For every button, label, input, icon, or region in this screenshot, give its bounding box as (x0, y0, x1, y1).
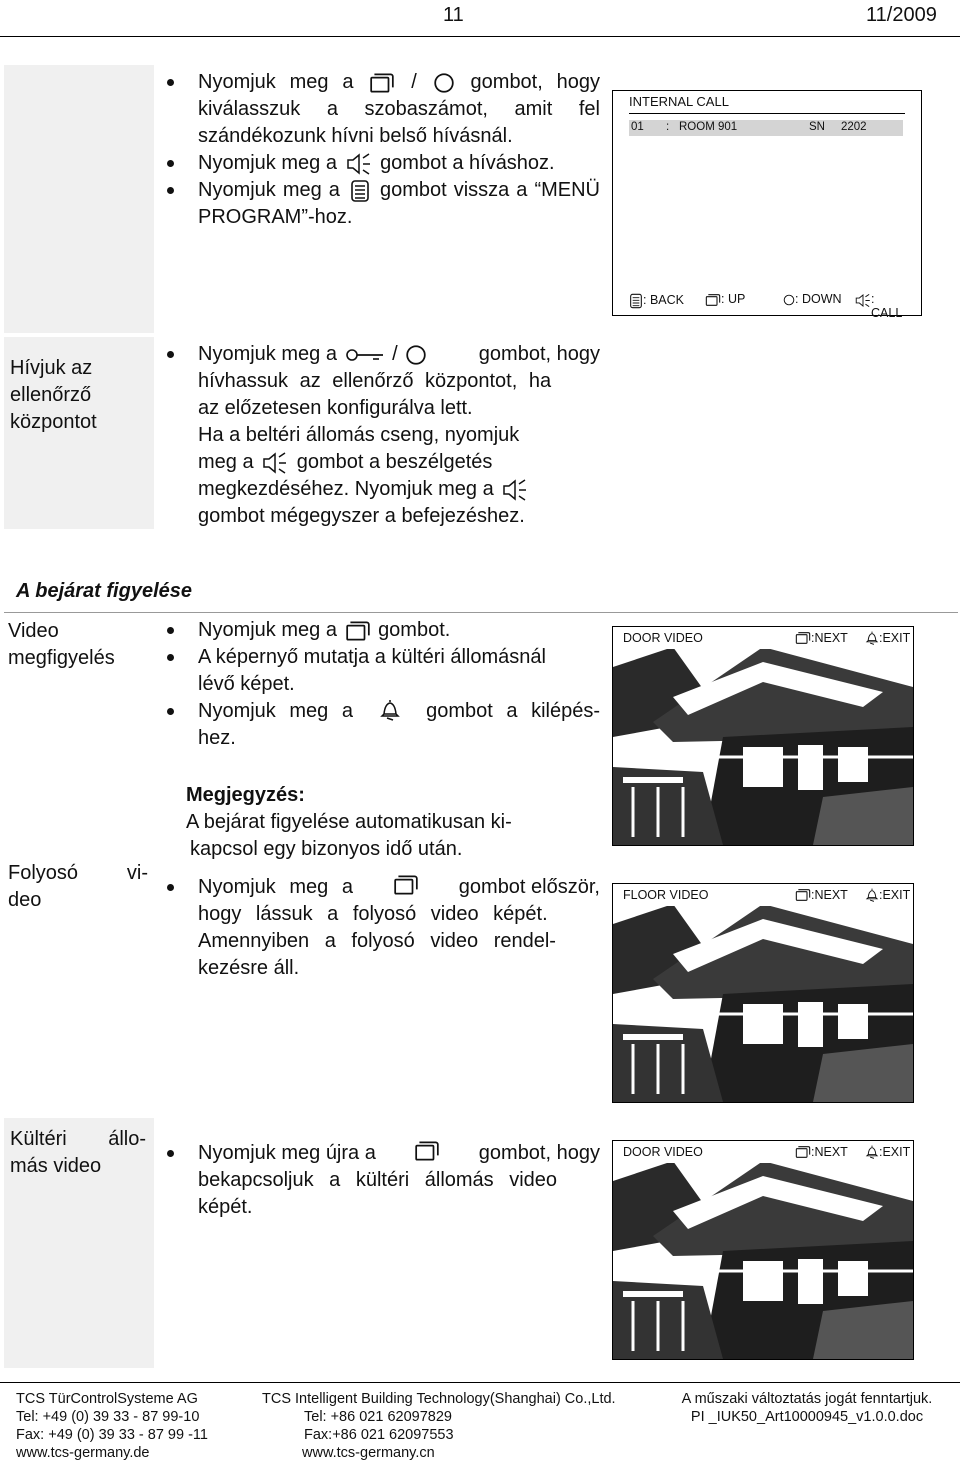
next-label: :NEXT (811, 888, 848, 902)
note: Megjegyzés: A bejárat figyelése automatikusan ki- kapcsol egy bizonyos idő után. (186, 784, 512, 860)
bell-icon (865, 630, 879, 646)
circle-button-icon (433, 72, 455, 94)
circle-icon (783, 294, 795, 306)
list-item: A képernyő mutatja a kültéri állomásnál lévő képet. (160, 644, 600, 698)
house-photo (613, 1141, 913, 1359)
house-photo (613, 884, 913, 1102)
floor-video-screen (612, 883, 914, 1103)
section-title: A bejárat figyelése (16, 580, 193, 602)
corridor-text (160, 874, 600, 982)
speaker-button-icon (261, 451, 289, 475)
key-button-icon (345, 345, 385, 365)
door-video-screen (612, 626, 914, 846)
exit-label: :EXIT (879, 888, 911, 902)
list-item: Nyomjuk meg a / gombot, hogy hívhassuk az ellenőrző központot, ha az előzetesen konfigurálva lett. Ha a beltéri állomás cseng, nyomjuk meg a gombot a beszélgetés megkezdéséhez. Nyomjuk meg a gombot mégegyszer a befejezéshez. (160, 341, 600, 530)
video-screen-title: FLOOR VIDEO (623, 888, 709, 902)
bell-button-icon (378, 698, 402, 722)
bell-icon (865, 1144, 879, 1160)
label-cell-outdoor: Kültéri állo- más video (4, 1118, 154, 1368)
screen-button-icon (414, 1140, 440, 1162)
list-item: Nyomjuk meg újra a gombot, hogy bekapcsoljuk a kültéri állomás video képét. (160, 1140, 600, 1221)
footer-rule (0, 1382, 960, 1383)
label-video-monitoring: Video megfigyelés (8, 620, 115, 669)
screen-title: INTERNAL CALL (629, 94, 729, 109)
circle-button-icon (405, 344, 427, 366)
label-cell-call-center: Hívjuk az ellenőrző központot (4, 337, 154, 529)
list-item: Nyomjuk meg a gombot a kilépés- hez. (160, 698, 600, 752)
label-cell-internal-call (4, 65, 154, 333)
speaker-button-icon (345, 152, 373, 176)
screen-icon (795, 631, 811, 645)
video-screen-title: DOOR VIDEO (623, 631, 703, 645)
footer-right: A műszaki változtatás jogát fenntartjuk. PI _IUK50_Art10000945_v1.0.0.doc (681, 1391, 933, 1425)
screen-button-icon (345, 620, 371, 642)
screen-button-icon (393, 874, 419, 896)
screen-icon (795, 888, 811, 902)
menu-icon (629, 293, 643, 309)
exit-label: :EXIT (879, 1145, 911, 1159)
outdoor-text (160, 1140, 600, 1221)
exit-label: :EXIT (879, 631, 911, 645)
list-item: Nyomjuk meg a gombot. (160, 617, 600, 644)
room-row: 01 : ROOM 901 SN 2202 (629, 120, 903, 136)
page-header (0, 0, 960, 37)
video-screen-title: DOOR VIDEO (623, 1145, 703, 1159)
screen-button-icon (369, 72, 395, 94)
page-number: 11 (443, 4, 464, 26)
footer-left: TCS TürControlSysteme AG Tel: +49 (0) 39 33 - 87 99-10 Fax: +49 (0) 39 33 - 87 99 -11 www.tcs-germany.de (16, 1391, 208, 1461)
bell-icon (865, 887, 879, 903)
label-corridor-video: Folyosó vi- deo (8, 862, 148, 911)
video-text (160, 617, 600, 863)
internal-call-text (160, 69, 600, 231)
next-label: :NEXT (811, 1145, 848, 1159)
call-center-text (160, 341, 600, 530)
list-item: Nyomjuk meg a gombot először, hogy lássuk a folyosó video képét. Amennyiben a folyosó video rendel- kezésre áll. (160, 874, 600, 982)
speaker-icon (855, 293, 871, 308)
screen-icon (705, 293, 721, 307)
divider (4, 612, 958, 613)
house-photo (613, 627, 913, 845)
menu-button-icon (349, 179, 371, 203)
list-item: Nyomjuk meg a gombot vissza a “MENÜ PROGRAM”-hoz. (160, 177, 600, 231)
list-item: Nyomjuk meg a / gombot, hogy kiválasszuk a szobaszámot, amit fel szándékozunk hívni belső hívásnál. (160, 69, 600, 150)
list-item: Nyomjuk meg a gombot a híváshoz. (160, 150, 600, 177)
screen-icon (795, 1145, 811, 1159)
outdoor-video-screen (612, 1140, 914, 1360)
footer-middle: TCS Intelligent Building Technology(Shanghai) Co.,Ltd. Tel: +86 021 62097829 Fax:+86 021 62097553 www.tcs-germany.cn (262, 1391, 616, 1461)
speaker-button-icon (501, 478, 529, 502)
doc-date: 11/2009 (866, 4, 937, 26)
internal-call-screen (612, 90, 922, 320)
next-label: :NEXT (811, 631, 848, 645)
screen-softkeys: : BACK : UP : DOWN : CALL (629, 291, 905, 311)
